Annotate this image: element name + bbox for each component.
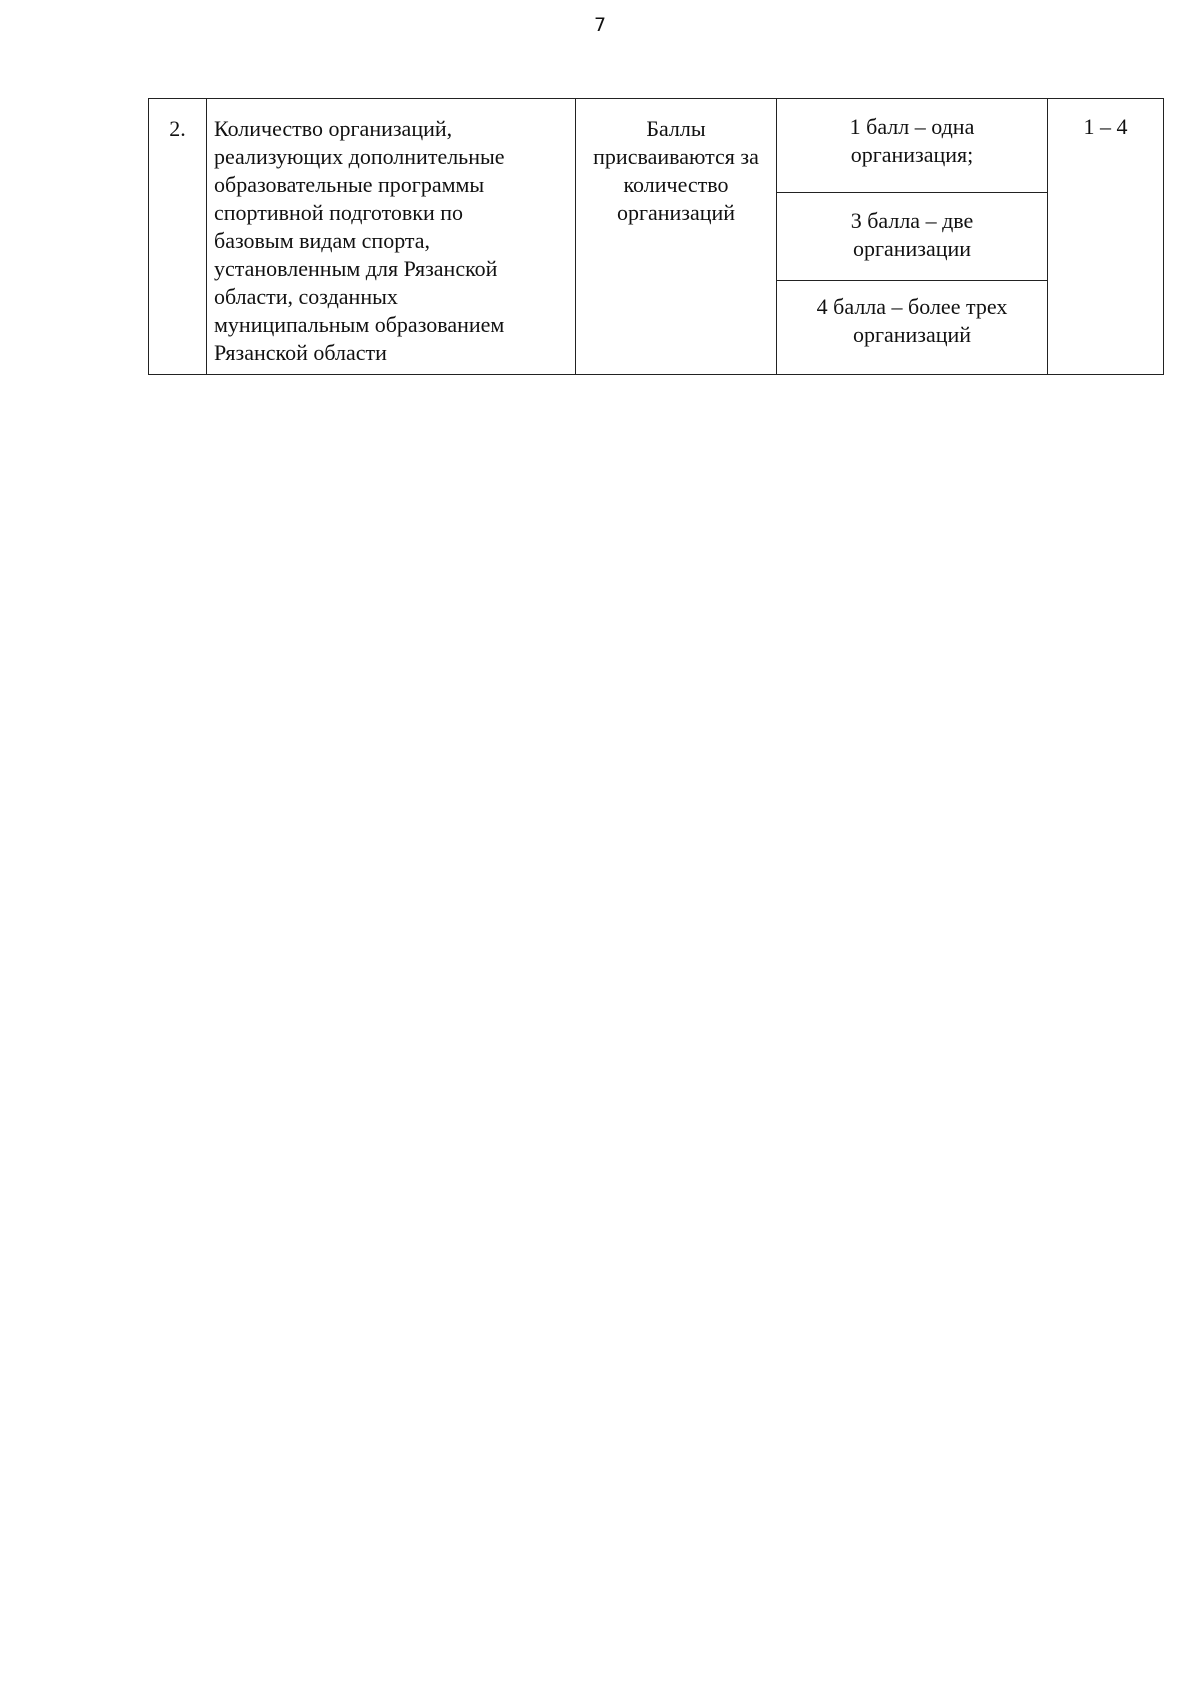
score-line: 1 балл – одна: [849, 114, 975, 139]
score-range: 1 – 4: [1048, 99, 1164, 375]
description-line: базовым видам спорта,: [214, 228, 431, 253]
description-line: Количество организаций,: [214, 116, 453, 141]
score-item: [777, 99, 1047, 193]
score-line: организация;: [850, 142, 974, 167]
score-line: 3 балла – две: [850, 208, 974, 233]
description-line: муниципальным образованием: [214, 312, 505, 337]
criteria-table: [148, 98, 1164, 375]
row-number: 2.: [149, 99, 207, 375]
table-row: [149, 99, 1164, 375]
score-item: [777, 281, 1047, 374]
method-line: Баллы: [646, 116, 706, 141]
method-line: организаций: [616, 200, 736, 225]
criterion-description: [207, 99, 576, 375]
description-line: области, созданных: [214, 284, 398, 309]
method-line: присваиваются за: [593, 144, 759, 169]
description-line: установленным для Рязанской: [214, 256, 498, 281]
score-item: [777, 193, 1047, 281]
score-line: организаций: [852, 322, 972, 347]
page-number: 7: [593, 14, 607, 36]
score-line: 4 балла – более трех: [816, 294, 1008, 319]
description-line: Рязанской области: [214, 340, 387, 365]
scoring-method: [576, 99, 777, 375]
score-line: организации: [852, 236, 972, 261]
score-scale: [777, 99, 1048, 375]
description-line: спортивной подготовки по: [214, 200, 464, 225]
description-line: образовательные программы: [214, 172, 485, 197]
method-line: количество: [623, 172, 729, 197]
description-line: реализующих дополнительные: [214, 144, 505, 169]
